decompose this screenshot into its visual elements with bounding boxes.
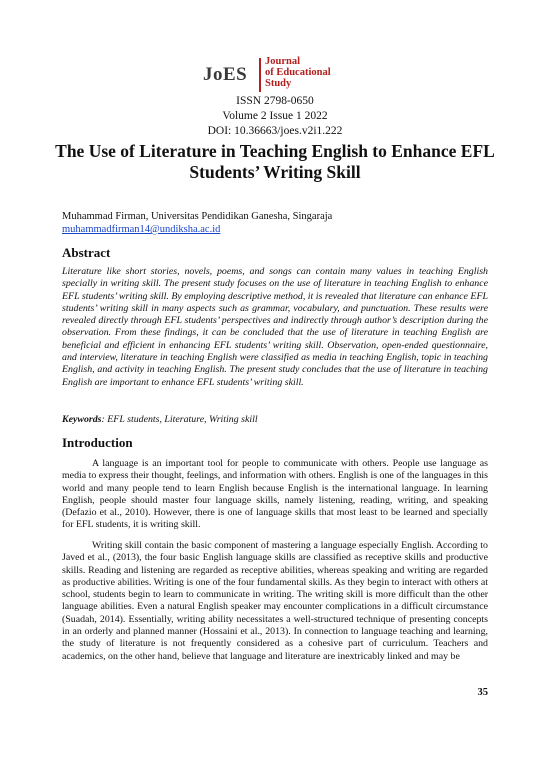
keywords-label: Keywords bbox=[62, 414, 102, 425]
doi: DOI: 10.36663/joes.v2i1.222 bbox=[207, 125, 343, 137]
logo-word-3: Study bbox=[265, 78, 292, 89]
issn: ISSN 2798-0650 bbox=[236, 95, 314, 107]
keywords-text: : EFL students, Literature, Writing skill bbox=[101, 414, 258, 425]
logo-word-2: of Educational bbox=[265, 67, 331, 78]
page-number: 35 bbox=[477, 687, 488, 698]
journal-logo bbox=[203, 56, 353, 94]
intro-paragraph-1: A language is an important tool for people to communicate with others. People use language as media to express their thought, feelings, and information with others. English is one of the languages in this world and many people tend to learn English because English is the international language. In learning English, people should master four language skills, namely listening, reading, writing, and speaking (Defazio et al., 2010). However, there is one of language skills that most least to be learned and specially for EFL students, it is writing skill. bbox=[62, 458, 488, 531]
logo-word-1: Journal bbox=[265, 56, 301, 67]
author-email-link[interactable]: muhammadfirman14@undiksha.ac.id bbox=[62, 224, 221, 235]
abstract-heading: Abstract bbox=[62, 245, 111, 260]
logo-words bbox=[265, 56, 331, 89]
paper-title: The Use of Literature in Teaching English to Enhance EFL Students’ Writing Skill bbox=[55, 141, 495, 182]
keywords bbox=[62, 414, 258, 425]
logo-mark: JoES bbox=[203, 64, 248, 85]
logo-divider bbox=[259, 58, 261, 92]
intro-paragraph-2: Writing skill contain the basic component of mastering a language especially English. According to Javed et al., (2013), the four basic English language skills are classified as receptive skills and productive skills. Reading and listening are regarded as receptive abilities, whereas speaking and writing are regarded as productive abilities. Writing is one of the four fundamental skills. As they begin to interact with others at school, students begin to learn to communicate in writing. The writing skill is more difficult than the other language abilities. Even a natural English speaker may encounter complications in a difficult circumstance (Suadah, 2014). Essentially, writing ability necessitates a well-structured technique of presenting concepts in an orderly and planned manner (Hossaini et al., 2013). In connection to language teaching and learning, the study of literature is not frequently considered as a cohesive part of curriculum. Teachers and academics, on the other hand, believe that language and literature are inextricably linked and may be bbox=[62, 540, 488, 662]
abstract-text: Literature like short stories, novels, poems, and songs can contain many values in teaching English specially in writing skill. The present study focuses on the use of literature in teaching English to enhance EFL students’ writing skill. By employing descriptive method, it is revealed that literature can enhance EFL students’ writing skill in many aspects such as grammar, vocabulary, and punctuation. These results were revealed directly through EFL students’ perspectives and indirectly through author’s description during the observation. From these findings, it can be concluded that the use of literature in teaching English are beneficial and efficient in enhancing EFL students’ writing skill. Observation, open-ended questionnaire, and interview, literature in teaching English were classified as media in teaching English, topic in teaching English, and activity in teaching English. The present study concludes that the use of literature in teaching English are important to enhance EFL students’ writing skill. bbox=[62, 266, 488, 388]
volume-issue: Volume 2 Issue 1 2022 bbox=[222, 110, 328, 122]
introduction-heading: Introduction bbox=[62, 435, 133, 450]
author-affiliation: Muhammad Firman, Universitas Pendidikan Ganesha, Singaraja bbox=[62, 211, 333, 222]
